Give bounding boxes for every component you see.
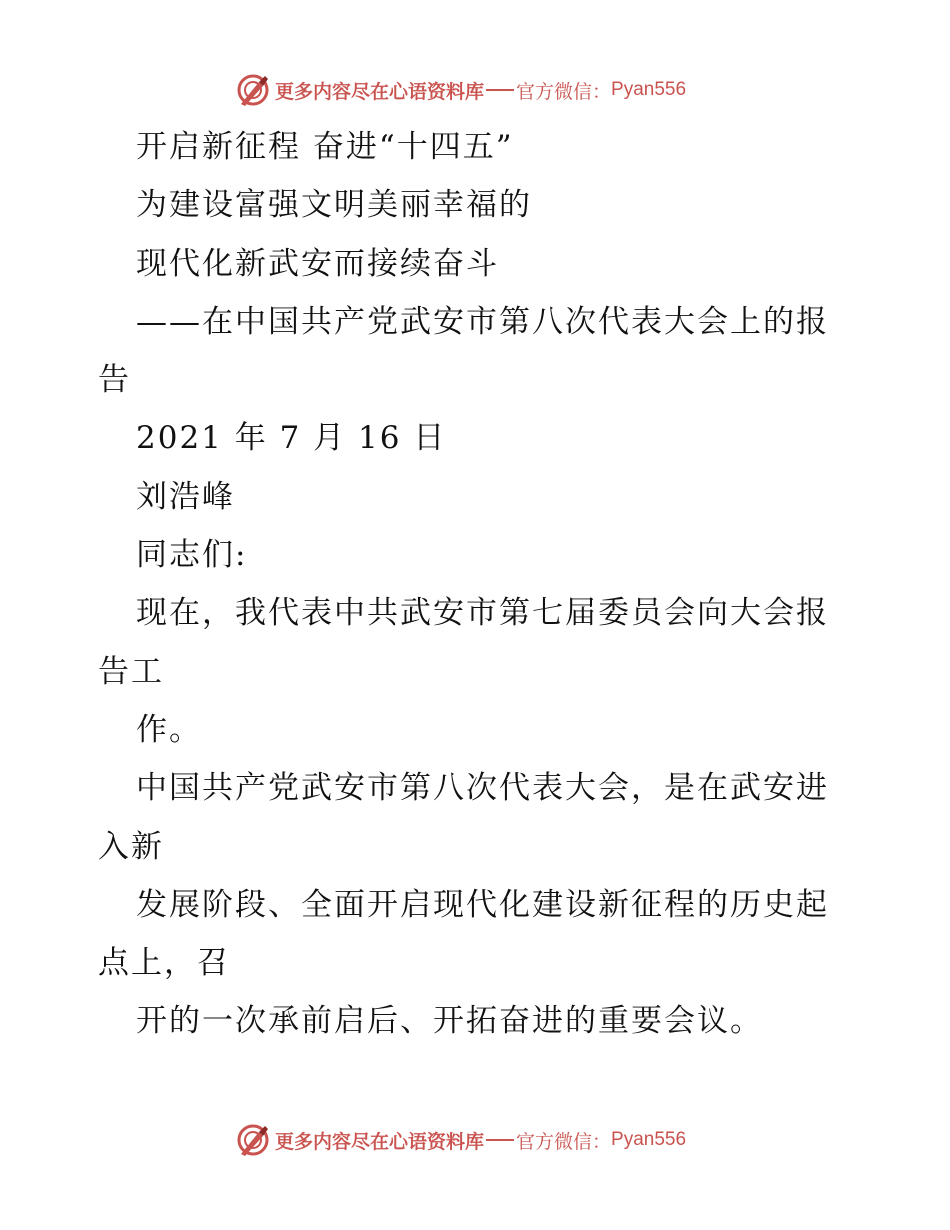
banner-dash	[486, 1139, 514, 1141]
document-line: 2021 年 7 月 16 日	[136, 420, 447, 457]
pen-logo-icon	[235, 1122, 271, 1158]
banner-wechat-label: 官方微信：	[516, 80, 612, 103]
pen-logo-icon	[235, 72, 271, 108]
document-line: 同志们:	[136, 537, 248, 574]
document-line: 告工	[98, 653, 164, 690]
document-line: 现代化新武安而接续奋斗	[136, 245, 499, 282]
banner-slogan: 更多内容尽在心语资料库	[275, 80, 485, 103]
document-line: 刘浩峰	[136, 478, 235, 515]
document-line: 现在，我代表中共武安市第七届委员会向大会报	[136, 595, 829, 632]
footer-banner	[235, 1122, 686, 1158]
document-line: 开的一次承前启后、开拓奋进的重要会议。	[136, 1003, 763, 1040]
banner-dash	[486, 89, 514, 91]
banner-wechat-id: Pyan556	[611, 79, 687, 100]
document-line: 点上，召	[98, 945, 230, 982]
document-line: 为建设富强文明美丽幸福的	[136, 187, 532, 224]
document-line: 中国共产党武安市第八次代表大会，是在武安进	[136, 770, 829, 807]
document-line: 作。	[136, 711, 202, 748]
banner-wechat-id: Pyan556	[611, 1129, 687, 1150]
document-line: 告	[98, 362, 131, 399]
document-line: 开启新征程 奋进“十四五”	[136, 129, 514, 165]
banner-slogan: 更多内容尽在心语资料库	[275, 1130, 485, 1153]
document-line: 发展阶段、全面开启现代化建设新征程的历史起	[136, 886, 829, 923]
banner-wechat-label: 官方微信：	[516, 1130, 612, 1153]
document-line: 入新	[98, 828, 164, 865]
document-body	[98, 118, 858, 1051]
header-banner	[235, 72, 686, 108]
document-line: ——在中国共产党武安市第八次代表大会上的报	[136, 303, 829, 340]
